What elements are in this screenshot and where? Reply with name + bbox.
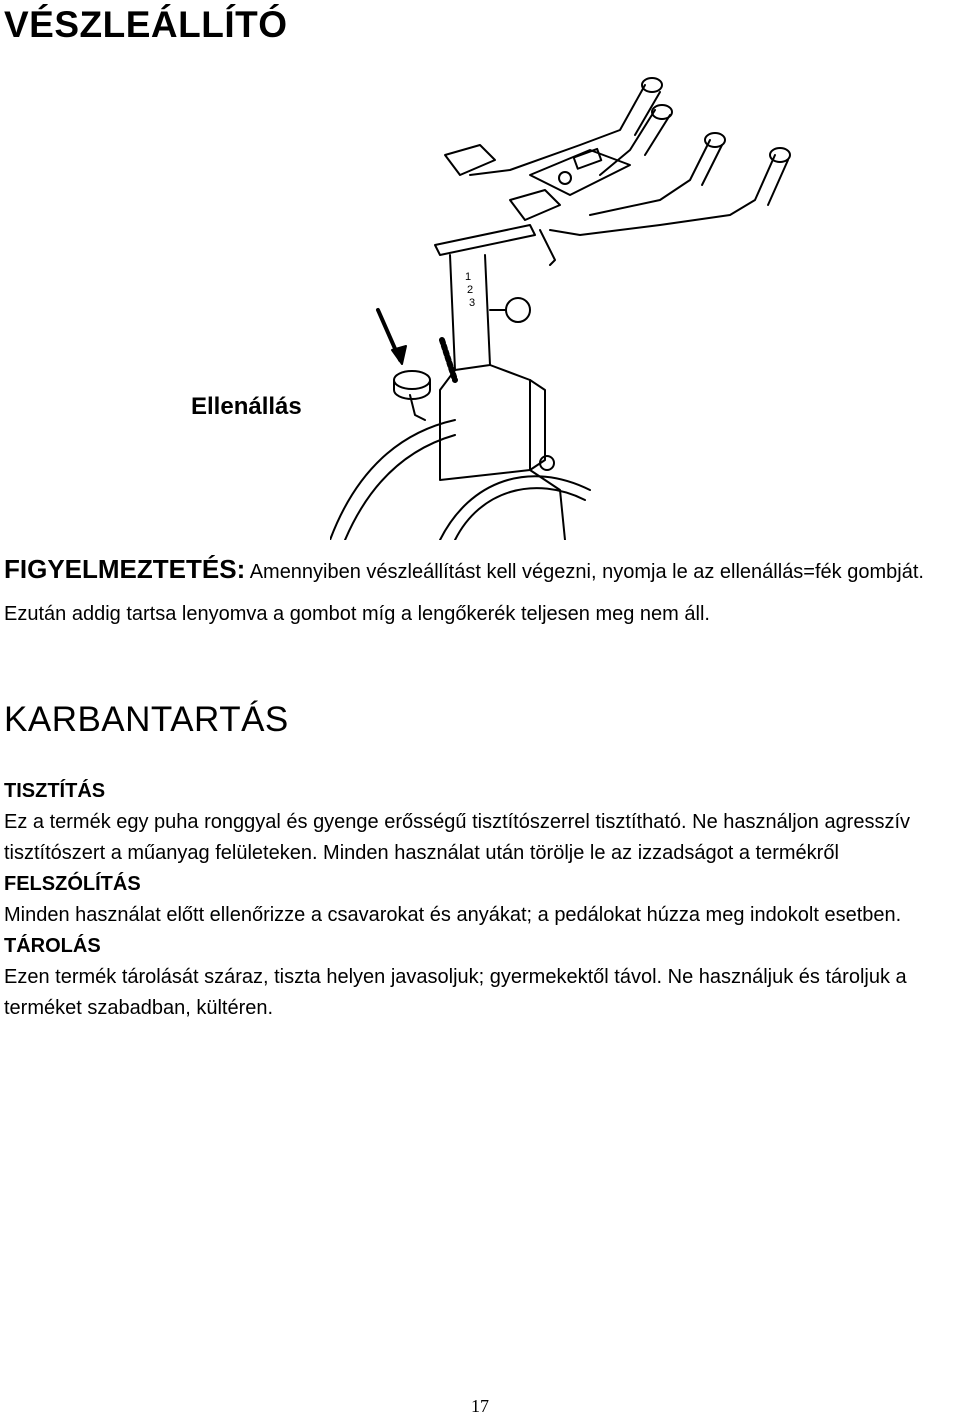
storage-text: Ezen termék tárolását száraz, tiszta helyen javasoljuk; gyermekektől távol. Ne használjuk és tároljuk a terméket szabadban, kültéren.	[4, 966, 907, 1019]
storage-title: TÁROLÁS	[4, 935, 101, 957]
height-mark-2: 2	[467, 284, 474, 296]
warning-lead: FIGYELMEZTETÉS:	[4, 554, 246, 584]
maintenance-heading: KARBANTARTÁS	[4, 700, 289, 739]
notice-title: FELSZÓLÍTÁS	[4, 873, 141, 895]
cleaning-title: TISZTÍTÁS	[4, 780, 106, 802]
height-mark-3: 3	[469, 297, 476, 309]
height-mark-1: 1	[465, 271, 472, 283]
warning-text: Amennyiben vészleállítást kell végezni, nyomja le az ellenállás=fék gombját. Ezután addig tartsa lenyomva a gombot míg a lengőkerék teljesen meg nem áll.	[4, 561, 924, 625]
warning-paragraph	[4, 548, 954, 635]
notice-text: Minden használat előtt ellenőrizze a csavarokat és anyákat; a pedálokat húzza meg indokolt esetben.	[4, 904, 902, 926]
cleaning-text: Ez a termék egy puha ronggyal és gyenge erősségű tisztítószerrel tisztítható. Ne használjon agresszív tisztítószert a műanyag felületeken. Minden használat után törölje le az izzadságot a termékről	[4, 811, 911, 864]
page-title: VÉSZLEÁLLÍTÓ	[4, 4, 288, 45]
resistance-callout-label: Ellenállás	[191, 393, 302, 420]
maintenance-body	[4, 776, 960, 1024]
bike-handlebar-illustration	[330, 60, 960, 540]
page-number: 17	[471, 1396, 489, 1416]
